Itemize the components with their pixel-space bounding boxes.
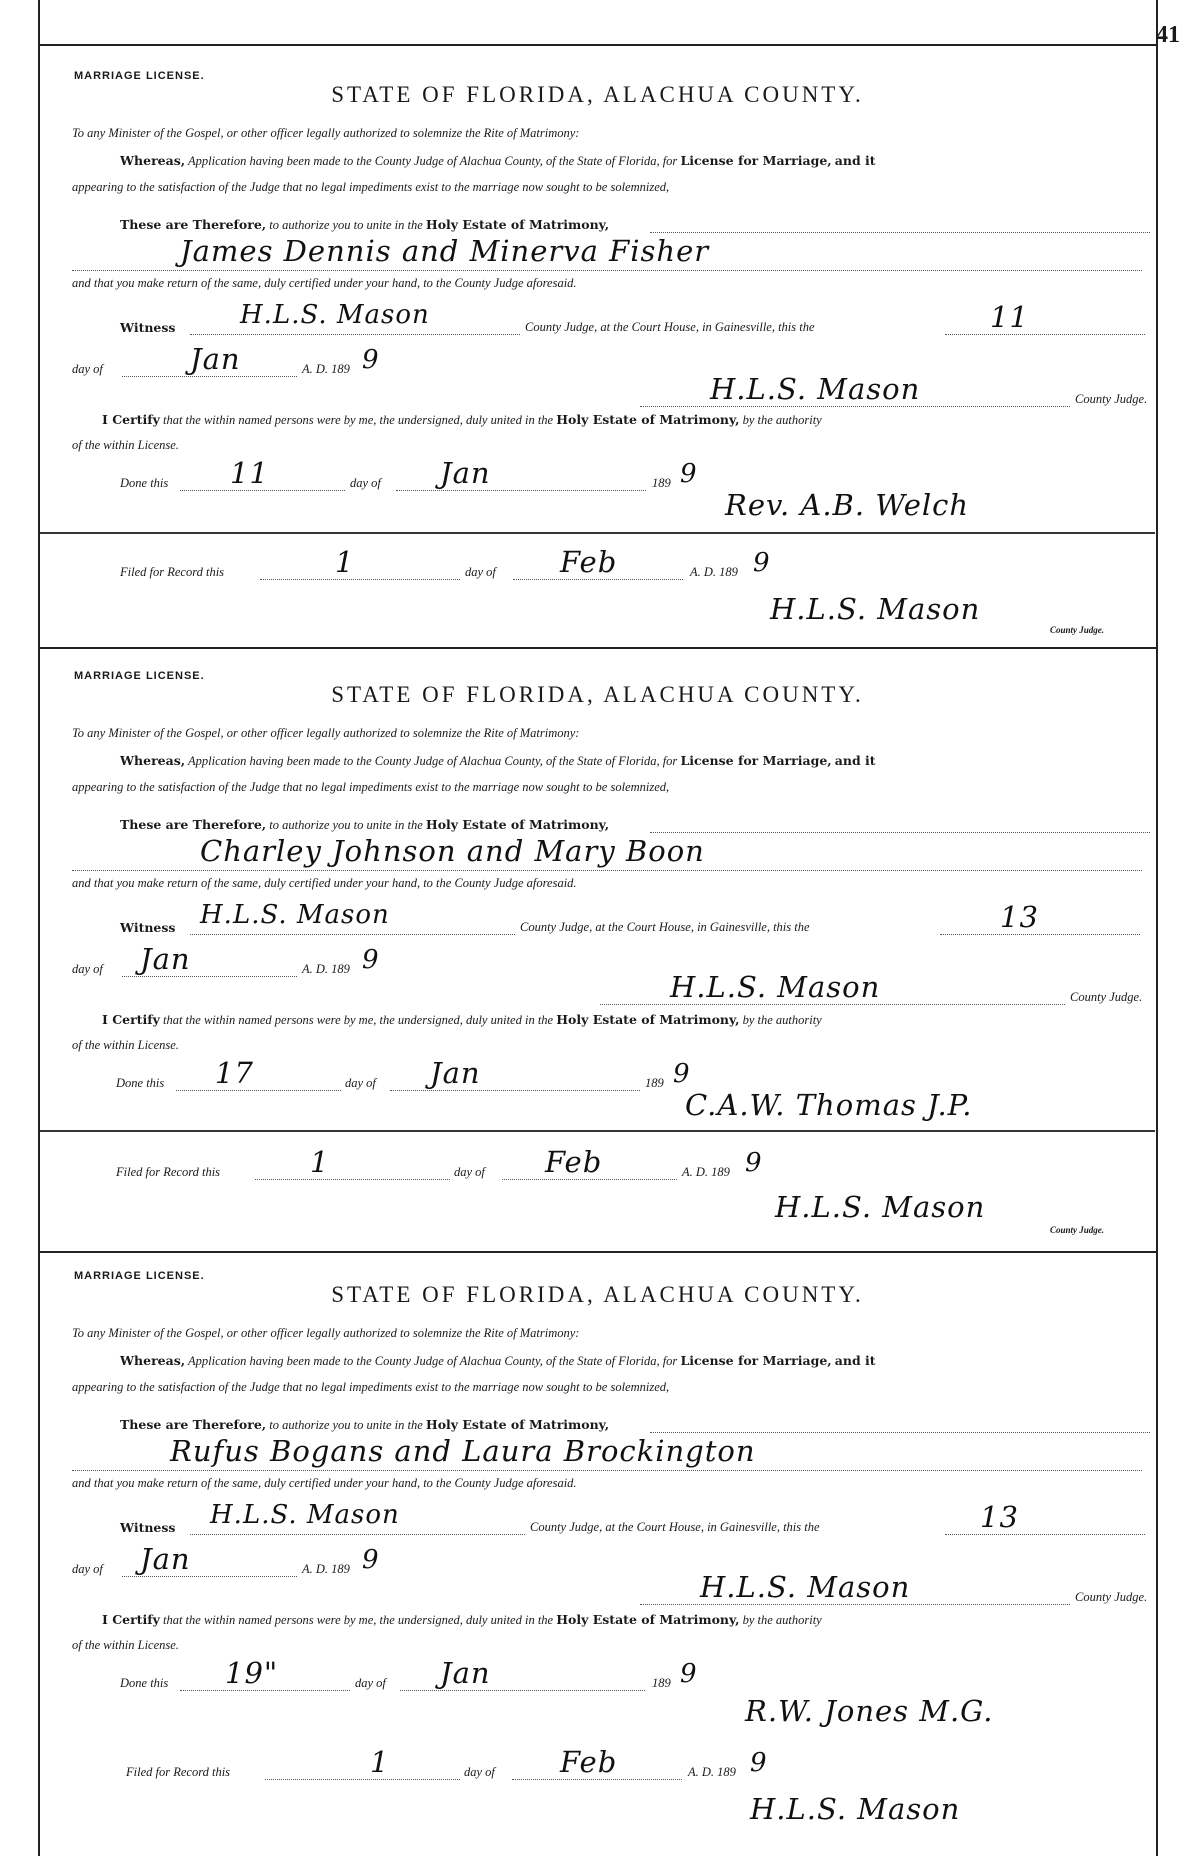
county-judge-at: County Judge, at the Court House, in Gainesville, this the xyxy=(525,320,815,334)
done-day-of: day of xyxy=(355,1676,386,1690)
these-are-therefore: These are Therefore, xyxy=(120,1417,267,1432)
whereas-line xyxy=(120,153,876,169)
done-day-of: day of xyxy=(345,1076,376,1090)
i-certify: I Certify xyxy=(102,412,160,427)
filed-month-line xyxy=(502,1179,677,1180)
authorize-text: to authorize you to unite in the xyxy=(269,218,423,232)
done-day-of: day of xyxy=(350,476,381,490)
witness-signature: H.L.S. Mason xyxy=(200,900,390,930)
filed-month-line xyxy=(513,579,683,580)
holy-estate: Holy Estate of Matrimony, xyxy=(425,1417,610,1432)
return-line: and that you make return of the same, duly certified under your hand, to the County Judge aforesaid. xyxy=(72,276,577,290)
filed-day: 1 xyxy=(310,1145,330,1179)
whereas-text: Application having been made to the County Judge of Alachua County, of the State of Florida, for xyxy=(188,1354,678,1368)
done-year: 189 xyxy=(652,1676,671,1690)
done-day: 11 xyxy=(230,456,269,490)
filed-day-of: day of xyxy=(464,1765,495,1779)
appearing-line: appearing to the satisfaction of the Judge that no legal impediments exist to the marriage now sought to be solemnized, xyxy=(72,1380,670,1394)
filed-ad: A. D. 189 xyxy=(688,1765,736,1779)
holy-estate-2: Holy Estate of Matrimony, xyxy=(556,1612,740,1627)
done-day: 19" xyxy=(225,1656,279,1690)
license-day: 13 xyxy=(1000,900,1039,934)
filed-day-of: day of xyxy=(454,1165,485,1179)
certify-line xyxy=(102,1012,822,1028)
county-judge-label: County Judge. xyxy=(1070,990,1143,1004)
by-authority: by the authority xyxy=(742,1013,822,1027)
filed-ad: A. D. 189 xyxy=(682,1165,730,1179)
filed-day-line xyxy=(260,579,460,580)
by-authority: by the authority xyxy=(742,413,822,427)
couple-names: Charley Johnson and Mary Boon xyxy=(200,834,705,868)
judge-signature: H.L.S. Mason xyxy=(700,1570,911,1604)
filed-for-record: Filed for Record this xyxy=(120,565,225,579)
witness-label xyxy=(120,320,175,336)
whereas-word: Whereas, xyxy=(120,753,186,768)
county-judge-small: County Judge. xyxy=(1050,1225,1105,1235)
within-license: of the within License. xyxy=(72,438,179,452)
appearing-line: appearing to the satisfaction of the Judge that no legal impediments exist to the marriage now sought to be solemnized, xyxy=(72,180,670,194)
done-year-digit: 9 xyxy=(673,1059,691,1089)
done-month: Jan xyxy=(440,1656,491,1690)
filed-month-line xyxy=(512,1779,682,1780)
license-year-digit: 9 xyxy=(362,945,380,975)
certify-text: that the within named persons were by me, the undersigned, duly united in the xyxy=(162,1613,554,1627)
done-month: Jan xyxy=(440,456,491,490)
section-rule-1 xyxy=(38,647,1158,649)
county-judge-at: County Judge, at the Court House, in Gainesville, this the xyxy=(520,920,810,934)
appearing-line: appearing to the satisfaction of the Judge that no legal impediments exist to the marriage now sought to be solemnized, xyxy=(72,780,670,794)
day-line xyxy=(940,934,1140,935)
done-day-line xyxy=(180,490,345,491)
license-label: MARRIAGE LICENSE. xyxy=(74,1270,205,1282)
done-day-line xyxy=(180,1690,350,1691)
holy-estate-2: Holy Estate of Matrimony, xyxy=(556,412,740,427)
county-judge-label: County Judge. xyxy=(1075,392,1148,406)
certify-text: that the within named persons were by me, the undersigned, duly united in the xyxy=(162,413,554,427)
filed-for-record: Filed for Record this xyxy=(126,1765,231,1779)
filed-for-record: Filed for Record this xyxy=(116,1165,221,1179)
to-any-minister: To any Minister of the Gospel, or other officer legally authorized to solemnize the Rite of Matrimony: xyxy=(72,126,580,140)
whereas-text: Application having been made to the County Judge of Alachua County, of the State of Florida, for xyxy=(188,754,678,768)
county-judge-at: County Judge, at the Court House, in Gainesville, this the xyxy=(530,1520,820,1534)
holy-estate: Holy Estate of Matrimony, xyxy=(425,817,610,832)
day-of-label: day of xyxy=(72,1562,103,1576)
county-judge-label: County Judge. xyxy=(1075,1590,1148,1604)
filed-signature: H.L.S. Mason xyxy=(775,1190,986,1224)
ad-label: A. D. 189 xyxy=(302,962,350,976)
license-title: STATE OF FLORIDA, ALACHUA COUNTY. xyxy=(331,1282,864,1307)
these-are-line xyxy=(120,817,609,833)
day-of-label: day of xyxy=(72,962,103,976)
license-label: MARRIAGE LICENSE. xyxy=(74,670,205,682)
marriage-license-3 xyxy=(40,1262,1155,1857)
page-number: 41 xyxy=(1156,22,1180,48)
day-of-label: day of xyxy=(72,362,103,376)
right-margin-line xyxy=(1156,0,1158,1856)
officiant-signature: C.A.W. Thomas J.P. xyxy=(685,1088,973,1122)
couple-names: Rufus Bogans and Laura Brockington xyxy=(170,1434,756,1468)
license-for-marriage: License for Marriage, xyxy=(680,1353,832,1368)
month-line xyxy=(122,976,297,977)
to-any-minister: To any Minister of the Gospel, or other officer legally authorized to solemnize the Rite of Matrimony: xyxy=(72,726,580,740)
ad-label: A. D. 189 xyxy=(302,1562,350,1576)
witness-word: Witness xyxy=(120,920,176,935)
filed-signature: H.L.S. Mason xyxy=(750,1792,961,1826)
license-month: Jan xyxy=(140,1542,191,1576)
filed-signature: H.L.S. Mason xyxy=(770,592,981,626)
done-month: Jan xyxy=(430,1056,481,1090)
license-title: STATE OF FLORIDA, ALACHUA COUNTY. xyxy=(331,82,864,107)
license-title: STATE OF FLORIDA, ALACHUA COUNTY. xyxy=(331,682,864,707)
license-label: MARRIAGE LICENSE. xyxy=(74,70,205,82)
witness-line xyxy=(190,1534,525,1535)
within-license: of the within License. xyxy=(72,1038,179,1052)
license-divider xyxy=(40,1130,1155,1132)
license-year-digit: 9 xyxy=(362,1545,380,1575)
holy-estate: Holy Estate of Matrimony, xyxy=(425,217,610,232)
done-month-line xyxy=(390,1090,640,1091)
names-line xyxy=(72,1470,1142,1471)
done-this-label: Done this xyxy=(120,1676,169,1690)
license-for-marriage: License for Marriage, xyxy=(680,753,832,768)
whereas-word: Whereas, xyxy=(120,1353,186,1368)
done-day: 17 xyxy=(215,1056,254,1090)
certify-line xyxy=(102,412,822,428)
fill-line xyxy=(650,832,1150,833)
judge-line xyxy=(600,1004,1065,1005)
done-month-line xyxy=(400,1690,645,1691)
officiant-signature: R.W. Jones M.G. xyxy=(745,1694,994,1728)
witness-label xyxy=(120,920,175,936)
done-day-line xyxy=(176,1090,341,1091)
witness-word: Witness xyxy=(120,1520,176,1535)
witness-signature: H.L.S. Mason xyxy=(210,1500,400,1530)
these-are-therefore: These are Therefore, xyxy=(120,217,267,232)
day-line xyxy=(945,1534,1145,1535)
license-for-marriage: License for Marriage, xyxy=(680,153,832,168)
certify-line xyxy=(102,1612,822,1628)
done-year: 189 xyxy=(645,1076,664,1090)
holy-estate-2: Holy Estate of Matrimony, xyxy=(556,1012,740,1027)
judge-signature: H.L.S. Mason xyxy=(710,372,921,406)
top-rule xyxy=(38,44,1158,46)
i-certify: I Certify xyxy=(102,1612,160,1627)
license-month: Jan xyxy=(140,942,191,976)
ad-label: A. D. 189 xyxy=(302,362,350,376)
license-day: 11 xyxy=(990,300,1029,334)
day-line xyxy=(945,334,1145,335)
by-authority: by the authority xyxy=(742,1613,822,1627)
witness-word: Witness xyxy=(120,320,176,335)
witness-line xyxy=(190,334,520,335)
fill-line xyxy=(650,1432,1150,1433)
filed-month: Feb xyxy=(545,1145,603,1179)
filed-ad: A. D. 189 xyxy=(690,565,738,579)
whereas-line xyxy=(120,753,876,769)
judge-line xyxy=(640,406,1070,407)
filed-day: 1 xyxy=(370,1745,390,1779)
done-this-label: Done this xyxy=(120,476,169,490)
and-it: and it xyxy=(834,753,876,768)
return-line: and that you make return of the same, duly certified under your hand, to the County Judge aforesaid. xyxy=(72,876,577,890)
section-rule-2 xyxy=(38,1251,1158,1253)
county-judge-small: County Judge. xyxy=(1050,625,1105,635)
these-are-therefore: These are Therefore, xyxy=(120,817,267,832)
done-month-line xyxy=(396,490,646,491)
certify-text: that the within named persons were by me, the undersigned, duly united in the xyxy=(162,1013,554,1027)
license-day: 13 xyxy=(980,1500,1019,1534)
month-line xyxy=(122,1576,297,1577)
these-are-line xyxy=(120,1417,609,1433)
witness-line xyxy=(190,934,515,935)
authorize-text: to authorize you to unite in the xyxy=(269,818,423,832)
whereas-line xyxy=(120,1353,876,1369)
done-year-digit: 9 xyxy=(680,459,698,489)
witness-label xyxy=(120,1520,175,1536)
done-year-digit: 9 xyxy=(680,1659,698,1689)
marriage-license-1 xyxy=(40,62,1155,657)
month-line xyxy=(122,376,297,377)
filed-month: Feb xyxy=(560,545,618,579)
done-year: 189 xyxy=(652,476,671,490)
to-any-minister: To any Minister of the Gospel, or other officer legally authorized to solemnize the Rite of Matrimony: xyxy=(72,1326,580,1340)
filed-month: Feb xyxy=(560,1745,618,1779)
names-line xyxy=(72,270,1142,271)
judge-line xyxy=(640,1604,1070,1605)
officiant-signature: Rev. A.B. Welch xyxy=(725,488,970,522)
i-certify: I Certify xyxy=(102,1012,160,1027)
done-this-label: Done this xyxy=(116,1076,165,1090)
license-month: Jan xyxy=(190,342,241,376)
filed-day-line xyxy=(255,1179,450,1180)
couple-names: James Dennis and Minerva Fisher xyxy=(180,234,710,268)
witness-signature: H.L.S. Mason xyxy=(240,300,430,330)
marriage-license-2 xyxy=(40,662,1155,1257)
names-line xyxy=(72,870,1142,871)
authorize-text: to authorize you to unite in the xyxy=(269,1418,423,1432)
filed-day: 1 xyxy=(335,545,355,579)
filed-day-line xyxy=(265,1779,460,1780)
whereas-word: Whereas, xyxy=(120,153,186,168)
whereas-text: Application having been made to the County Judge of Alachua County, of the State of Florida, for xyxy=(188,154,678,168)
within-license: of the within License. xyxy=(72,1638,179,1652)
license-year-digit: 9 xyxy=(362,345,380,375)
filed-year-digit: 9 xyxy=(750,1748,768,1778)
filed-day-of: day of xyxy=(465,565,496,579)
license-divider xyxy=(40,532,1155,534)
fill-line xyxy=(650,232,1150,233)
filed-year-digit: 9 xyxy=(745,1148,763,1178)
judge-signature: H.L.S. Mason xyxy=(670,970,881,1004)
filed-year-digit: 9 xyxy=(753,548,771,578)
and-it: and it xyxy=(834,1353,876,1368)
return-line: and that you make return of the same, duly certified under your hand, to the County Judge aforesaid. xyxy=(72,1476,577,1490)
and-it: and it xyxy=(834,153,876,168)
these-are-line xyxy=(120,217,609,233)
